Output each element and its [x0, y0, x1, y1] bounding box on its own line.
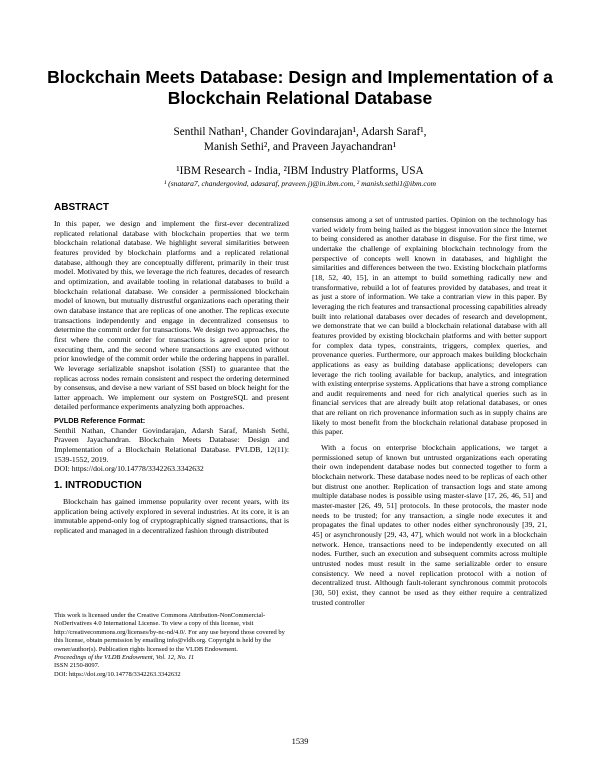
license-footnote: [54, 612, 289, 679]
page-number: 1539: [291, 737, 309, 746]
paper-title: Blockchain Meets Database: Design and Implementation of a Blockchain Relational Database: [47, 67, 553, 108]
abstract-text: In this paper, we design and implement the first-ever decentralized replicated relational database with blockchain properties that we term blockchain relational database. We highlight several similarities between features provided by blockchain platforms and a replicated relational database, although they are conceptually different, primarily in their trust model. Motivated by this, we leverage the rich features, decades of research and optimization, and available tooling in relational databases to build a blockchain relational database. We consider a permissioned blockchain model of known, but mutually distrustful organizations each operating their own database instance that are replicas of one another. The replicas execute transactions independently and engage in decentralized consensus to determine the commit order for transactions. We design two approaches, the first where the commit order for transactions is agreed upon prior to executing them, and the second where transactions are executed without prior knowledge of the commit order while the ordering happens in parallel. We leverage serializable snapshot isolation (SSI) to guarantee that the replicas across nodes remain consistent and respect the ordering determined by consensus, and devise a new variant of SSI based on block height for the latter approach. We implement our system on PostgreSQL and present detailed performance experiments analyzing both approaches.: [54, 219, 289, 412]
proceedings-line: Proceedings of the VLDB Endowment, Vol. 12, No. 11: [54, 654, 195, 662]
issn-line: ISSN 2150-8097.: [54, 662, 100, 670]
right-column: [312, 215, 547, 607]
license-doi-line: DOI: https://doi.org/10.14778/3342263.3342632: [54, 670, 181, 678]
reference-format-heading: PVLDB Reference Format:: [54, 416, 146, 426]
right-paragraph-2: With a focus on enterprise blockchain applications, we target a permissioned setup of known but untrusted organizations each operating their own independent database nodes but connected together to form a blockchain network. These database nodes need to be replicas of each other but distrust one another. Replication of transaction logs and state among multiple database nodes is possible using master-slave [17, 26, 46, 51] and master-master [26, 49, 51] protocols. In these protocols, the master node needs to be trusted; for any transaction, a single node executes it and propagates the final updates to other nodes either synchronously [39, 21, 45] or asynchronously [29, 43, 47], which would not work in a blockchain network. Hence, transactions need to be independently executed on all nodes. Further, such an execution and subsequent commits across multiple untrusted nodes must result in the same serializable order to ensure consistency. We need a novel replication protocol with a notion of decentralized trust. Although fault-tolerant synchronous commit protocols [30, 50] exist, they cannot be used as they either require a centralized trusted controller: [312, 443, 547, 607]
reference-format-text: Senthil Nathan, Chander Govindarajan, Adarsh Saraf, Manish Sethi, Praveen Jayachandran. Blockchain Meets Database: Design and Implementation of a Blockchain Relational Database. PVLDB, 12(11): 1539-1552, 2019.: [54, 425, 289, 464]
affiliation: ¹IBM Research - India, ²IBM Industry Platforms, USA: [176, 165, 424, 177]
author-list: [40, 125, 560, 155]
author-emails: ¹ (snatara7, chandergovind, adasaraf, praveen.j)@in.ibm.com, ² manish.sethi1@ibm.com: [164, 179, 436, 188]
authors-line-1: Senthil Nathan¹, Chander Govindarajan¹, Adarsh Saraf¹,: [173, 126, 427, 138]
abstract-heading: ABSTRACT: [54, 202, 109, 213]
right-paragraph-1: consensus among a set of untrusted parties. Opinion on the technology has varied widely from being hailed as the biggest innovation since the Internet to being considered as another database in disguise. For the first time, we undertake the challenge of explaining blockchain technology from the perspective of concepts well known in databases, and highlight the similarities and differences between the two. Existing blockchain platforms [18, 52, 40, 15], in an attempt to build something radically new and transformative, rebuild a lot of features provided by databases, and treat it as just a store of information. We take a contrarian view in this paper. By leveraging the rich features and transactional processing capabilities already built into relational databases over decades of research and development, we demonstrate that we can build a blockchain relational database with all features provided by existing blockchain platforms and with better support for complex data types, constraints, triggers, complex queries, and provenance queries. Furthermore, our approach makes building blockchain applications as easy as building database applications; developers can leverage the rich tooling available for backup, analytics, and integration with existing enterprise systems. Applications that have a strong compliance and audit requirements and need for rich analytical queries such as in financial services that are already built atop relational databases, or ones that are reliant on rich provenance information such as in supply chains are likely to most benefit from the blockchain relational database proposed in this paper.: [312, 215, 547, 437]
left-column: [54, 196, 289, 536]
license-text: This work is licensed under the Creative Commons Attribution-NonCommercial-NoDerivatives 4.0 International License. To view a copy of this license, visit http://creativecommons.org/licenses/by-nc-nd/4.0/. For any use beyond those covered by this license, obtain permission by emailing info@vldb.org. Copyright is held by the owner/author(s). Publication rights licensed to the VLDB Endowment.: [54, 612, 285, 653]
introduction-heading: 1. INTRODUCTION: [54, 480, 142, 492]
authors-line-2: Manish Sethi², and Praveen Jayachandran¹: [203, 141, 397, 153]
introduction-paragraph: Blockchain has gained immense popularity over recent years, with its application being actively explored in several industries. At its core, it is an immutable append-only log of cryptographically signed transactions, that is replicated and managed in a decentralized fashion through distributed: [54, 497, 289, 536]
reference-doi: DOI: https://doi.org/10.14778/3342263.3342632: [54, 464, 204, 474]
